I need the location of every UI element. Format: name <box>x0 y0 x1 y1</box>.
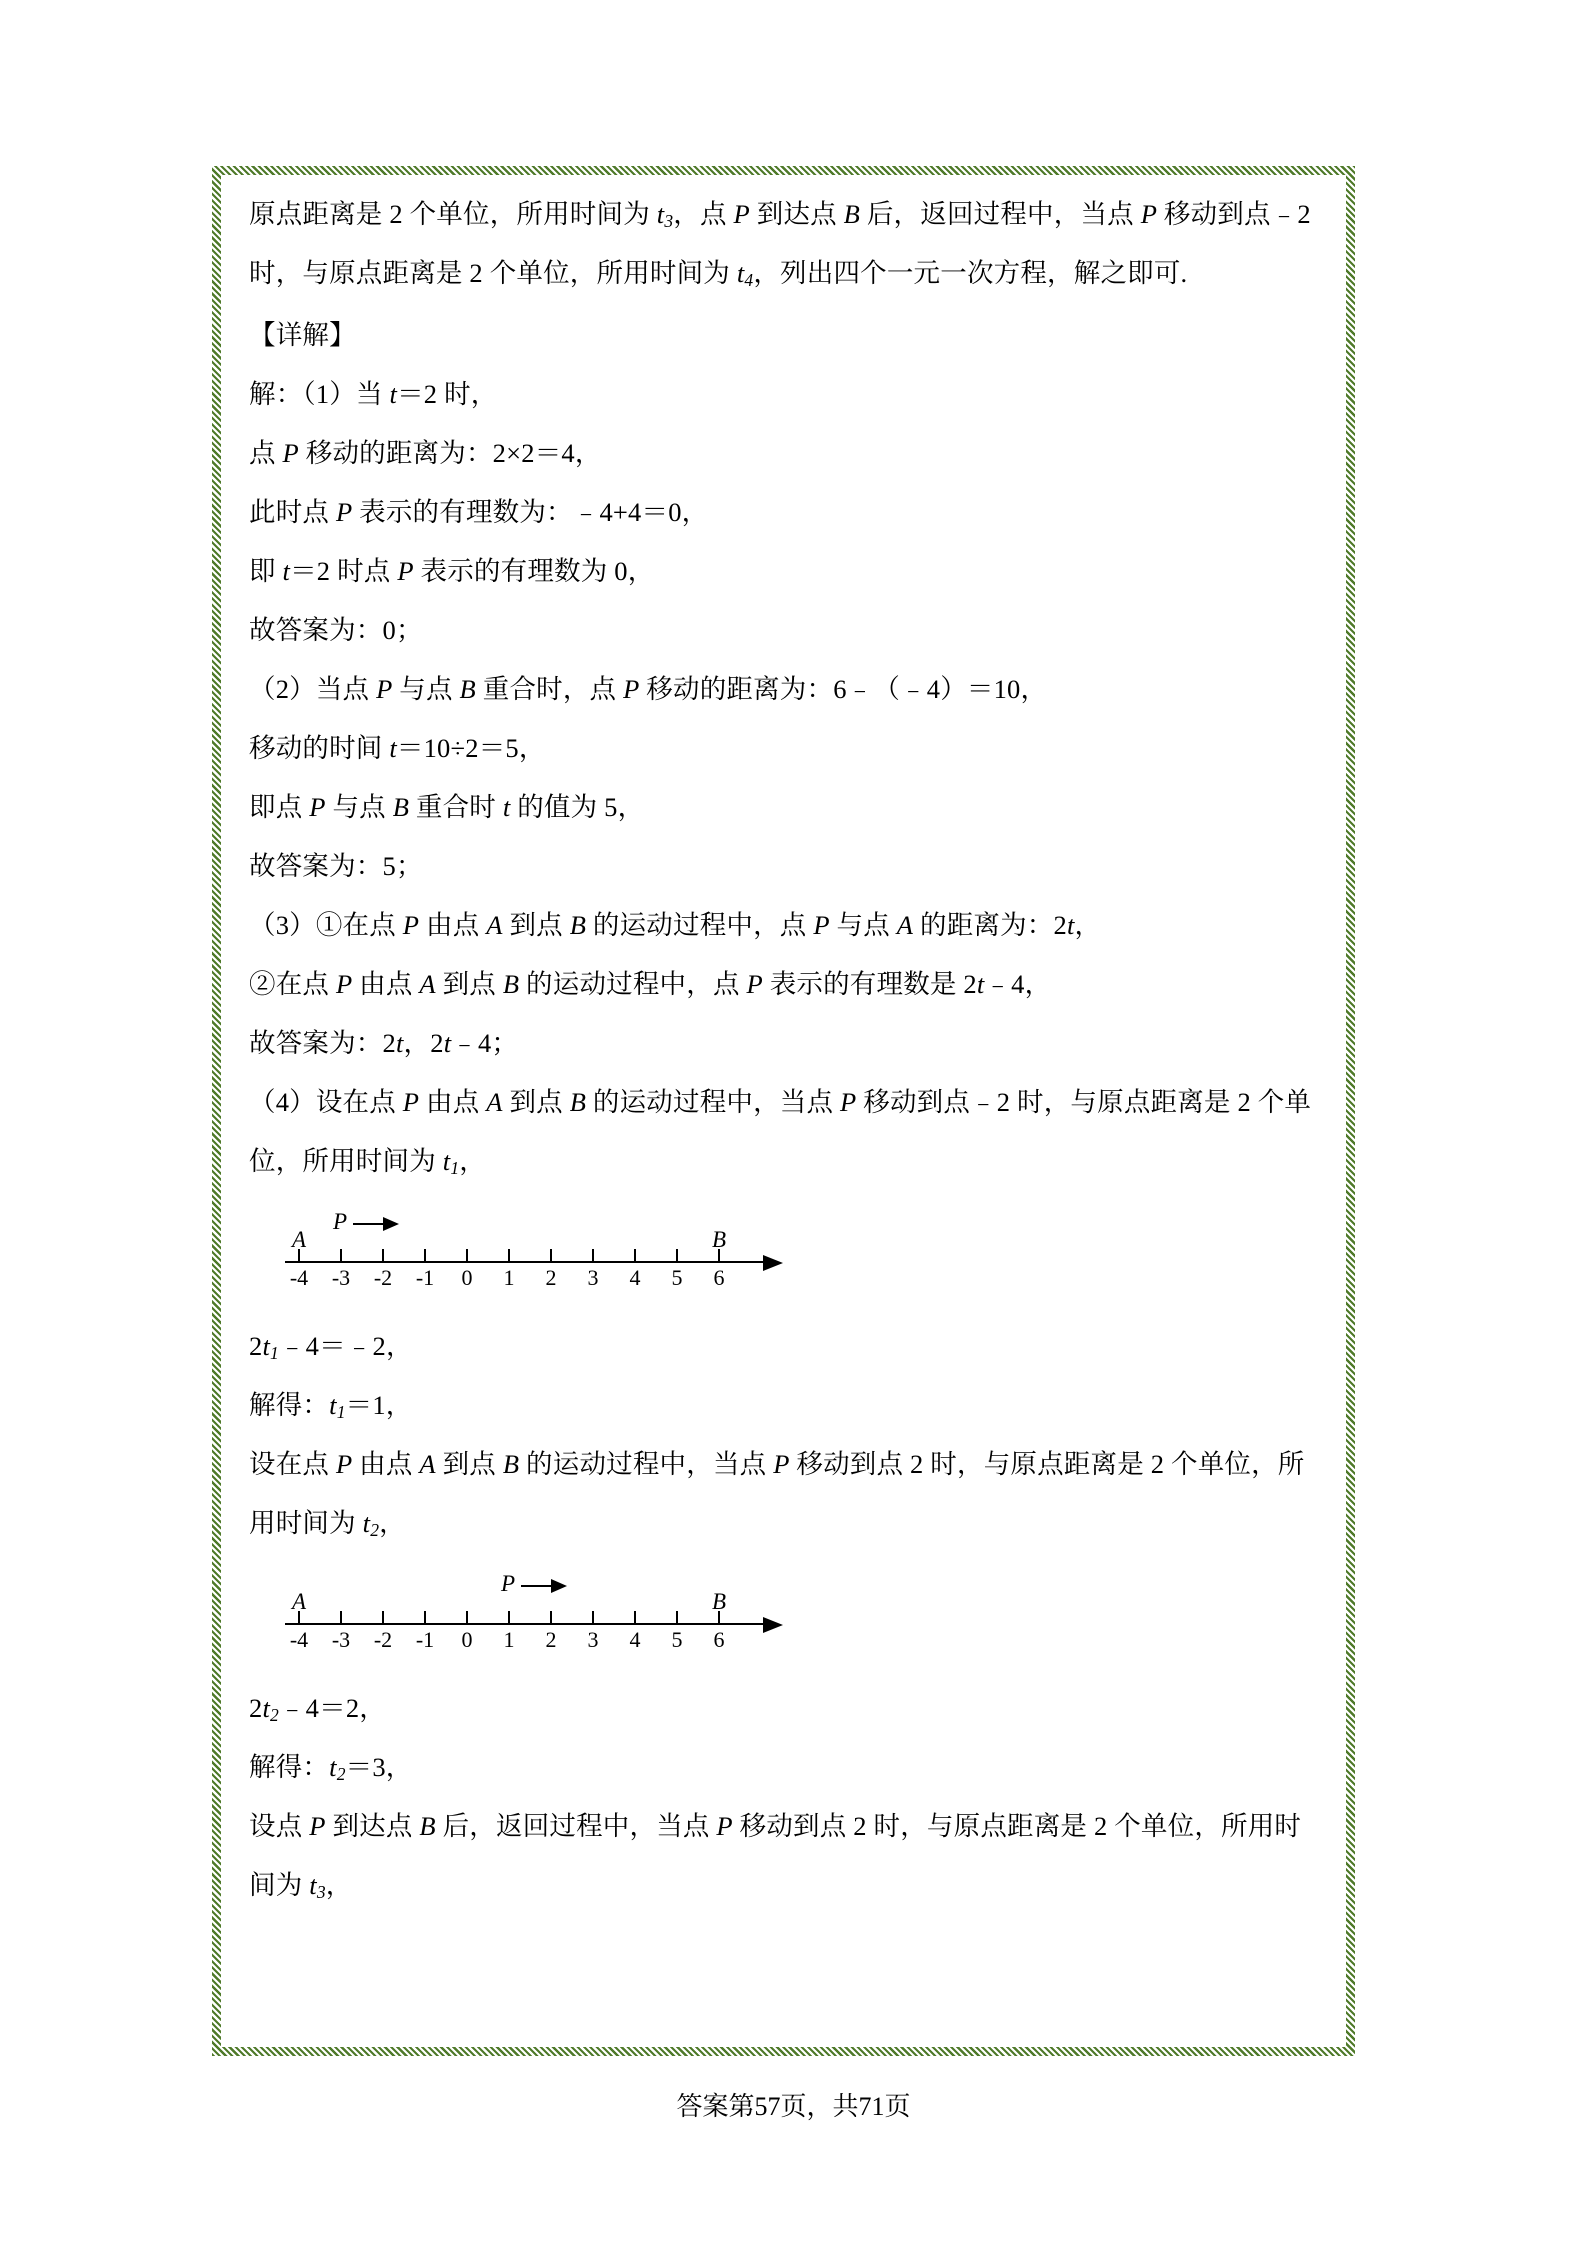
direction-arrow-icon <box>551 1579 567 1593</box>
text-line: 位，所用时间为 $t_1$， <box>249 1146 486 1178</box>
number-line-diagram <box>285 1567 805 1663</box>
axis-tick <box>340 1611 342 1623</box>
axis-tick-label: 5 <box>671 1265 683 1290</box>
axis-tick-label: 1 <box>503 1265 515 1290</box>
point-label-a: A <box>291 1227 307 1252</box>
answer-body <box>249 175 1314 2047</box>
point-label-b: B <box>711 1589 727 1614</box>
axis-tick-label: 3 <box>587 1265 599 1290</box>
text-line: （3）①在点 P 由点 A 到点 B 的运动过程中，点 P 与点 A 的距离为：2t， <box>249 910 1102 940</box>
axis-tick <box>466 1611 468 1623</box>
axis-tick <box>424 1611 426 1623</box>
text-line: 点 P 移动的距离为：2×2＝4， <box>249 438 602 468</box>
axis-tick-label: 2 <box>545 1265 557 1290</box>
text-line: 设点 P 到达点 B 后，返回过程中，当点 P 移动到点 2 时，与原点距离是 2 个单位，所用时 <box>249 1811 1302 1841</box>
direction-arrow-icon <box>383 1217 399 1231</box>
text-line: 此时点 P 表示的有理数为：﹣4+4＝0， <box>249 497 709 527</box>
axis-tick-label: -2 <box>373 1265 393 1290</box>
text-line: 解：（1）当 t＝2 时， <box>249 379 498 409</box>
number-line-axis <box>285 1623 767 1625</box>
axis-tick-label: -1 <box>415 1265 435 1290</box>
axis-tick <box>550 1249 552 1261</box>
text-line: 故答案为：2t，2t﹣4； <box>249 1028 519 1058</box>
point-label-b: B <box>711 1227 727 1252</box>
axis-tick <box>382 1611 384 1623</box>
point-label-a: A <box>291 1589 307 1614</box>
axis-arrow-icon <box>763 1255 783 1271</box>
axis-tick-label: -1 <box>415 1627 435 1652</box>
axis-tick <box>382 1249 384 1261</box>
axis-tick-label: 2 <box>545 1627 557 1652</box>
text-line: 故答案为：5； <box>249 851 423 881</box>
text-line: 即点 P 与点 B 重合时 t 的值为 5， <box>249 792 645 822</box>
axis-tick-label: 5 <box>671 1627 683 1652</box>
text-line: 即 t＝2 时点 P 表示的有理数为 0， <box>249 556 655 586</box>
moving-point-label-p: P <box>333 1209 348 1234</box>
text-line: 间为 $t_3$， <box>249 1870 353 1902</box>
footer-page-indicator: 答案第57页，共71页 <box>676 2092 911 2121</box>
axis-tick-label: 3 <box>587 1627 599 1652</box>
text-line: 原点距离是 2 个单位，所用时间为 $t_3$，点 P 到达点 B 后，返回过程中，当点 P 移动到点﹣2 <box>249 199 1311 231</box>
text-line: （4）设在点 P 由点 A 到点 B 的运动过程中，当点 P 移动到点﹣2 时，与原点距离是 2 个单 <box>249 1087 1312 1117</box>
page-border-frame <box>212 166 1355 2056</box>
axis-arrow-icon <box>763 1617 783 1633</box>
text-line: $2t_1﹣4=﹣2$， <box>249 1331 413 1363</box>
moving-point-label-p: P <box>501 1571 516 1596</box>
text-line: 时，与原点距离是 2 个单位，所用时间为 $t_4$，列出四个一元一次方程，解之即可. <box>249 258 1188 290</box>
number-line-diagram <box>285 1205 805 1301</box>
axis-tick <box>592 1249 594 1261</box>
page-footer <box>0 2086 1587 2123</box>
axis-tick <box>676 1249 678 1261</box>
axis-tick-label: 0 <box>461 1265 473 1290</box>
axis-tick-label: -3 <box>331 1627 351 1652</box>
text-line: ②在点 P 由点 A 到点 B 的运动过程中，点 P 表示的有理数是 2t﹣4， <box>249 969 1052 999</box>
axis-tick-label: -2 <box>373 1627 393 1652</box>
axis-tick <box>424 1249 426 1261</box>
text-line: 用时间为 $t_2$， <box>249 1508 406 1540</box>
axis-tick <box>592 1611 594 1623</box>
number-line-axis <box>285 1261 767 1263</box>
axis-tick <box>634 1249 636 1261</box>
text-line: （2）当点 P 与点 B 重合时，点 P 移动的距离为：6﹣（﹣4）＝10， <box>249 674 1048 704</box>
axis-tick <box>634 1611 636 1623</box>
axis-tick-label: 6 <box>713 1627 725 1652</box>
axis-tick-label: 4 <box>629 1265 641 1290</box>
text-line: 故答案为：0； <box>249 615 423 645</box>
text-line: 【详解】 <box>249 320 356 350</box>
text-line: 解得：$t_1=1$， <box>249 1390 413 1422</box>
axis-tick-label: -3 <box>331 1265 351 1290</box>
axis-tick <box>466 1249 468 1261</box>
direction-arrow-shaft <box>521 1585 553 1587</box>
text-line: 设在点 P 由点 A 到点 B 的运动过程中，当点 P 移动到点 2 时，与原点距离是 2 个单位，所 <box>249 1449 1305 1479</box>
axis-tick <box>508 1249 510 1261</box>
axis-tick <box>340 1249 342 1261</box>
page-content-area <box>221 175 1346 2047</box>
axis-tick <box>508 1611 510 1623</box>
text-line: $2t_2﹣4=2$， <box>249 1693 386 1725</box>
direction-arrow-shaft <box>353 1223 385 1225</box>
axis-tick-label: 1 <box>503 1627 515 1652</box>
axis-tick-label: -4 <box>289 1627 309 1652</box>
text-line: 移动的时间 t＝10÷2＝5， <box>249 733 546 763</box>
text-line: 解得：$t_2=3$， <box>249 1752 413 1784</box>
axis-tick <box>676 1611 678 1623</box>
axis-tick-label: 4 <box>629 1627 641 1652</box>
axis-tick <box>550 1611 552 1623</box>
axis-tick-label: -4 <box>289 1265 309 1290</box>
axis-tick-label: 6 <box>713 1265 725 1290</box>
axis-tick-label: 0 <box>461 1627 473 1652</box>
